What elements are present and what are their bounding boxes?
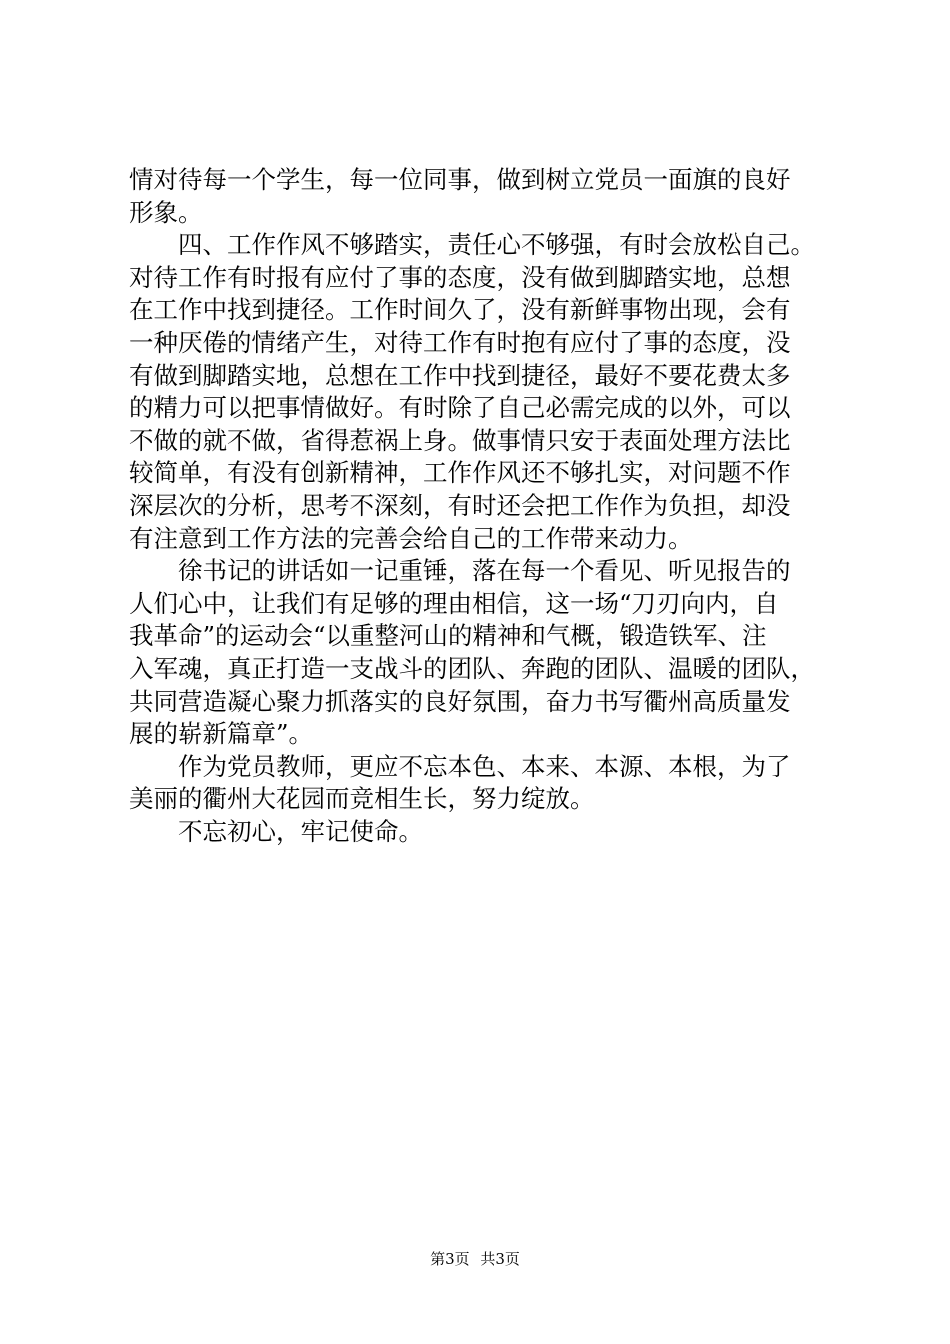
text-line: 深层次的分析，思考不深刻，有时还会把工作作为负担，却没: [129, 490, 791, 520]
text-line: 人们心中，让我们有足够的理由相信，这一场“刀刃向内，自: [129, 588, 779, 618]
text-line: 对待工作有时报有应付了事的态度，没有做到脚踏实地，总想: [129, 262, 791, 292]
page-total: 共3页: [480, 1250, 520, 1268]
text-line: 徐书记的讲话如一记重锤，落在每一个看见、听见报告的: [178, 556, 791, 586]
text-line: 作为党员教师，更应不忘本色、本来、本源、本根，为了: [178, 751, 791, 781]
text-line: 有注意到工作方法的完善会给自己的工作带来动力。: [129, 523, 693, 553]
text-line: 情对待每一个学生，每一位同事，做到树立党员一面旗的良好: [129, 165, 791, 194]
text-line: 的精力可以把事情做好。有时除了自己必需完成的以外，可以: [129, 393, 791, 423]
text-line: 展的崭新篇章”。: [129, 719, 314, 749]
page-footer: [0, 1249, 950, 1269]
text-line: 美丽的衢州大花园而竞相生长，努力绽放。: [129, 784, 595, 814]
text-line: 共同营造凝心聚力抓落实的良好氛围，奋力书写衢州高质量发: [129, 686, 791, 716]
text-line: 不做的就不做，省得惹祸上身。做事情只安于表面处理方法比: [129, 425, 791, 455]
text-line: 有做到脚踏实地，总想在工作中找到捷径，最好不要花费太多: [129, 360, 791, 390]
text-line: 不忘初心，牢记使命。: [178, 816, 423, 846]
document-body: [129, 164, 834, 848]
text-line: 一种厌倦的情绪产生，对待工作有时抱有应付了事的态度，没: [129, 327, 791, 357]
page-number: 第3页: [430, 1250, 470, 1268]
text-line: 我革命”的运动会“以重整河山的精神和气概，锻造铁军、注: [129, 621, 767, 651]
text-line: 在工作中找到捷径。工作时间久了，没有新鲜事物出现，会有: [129, 295, 791, 325]
text-line: 四、工作作风不够踏实，责任心不够强，有时会放松自己。: [178, 230, 815, 260]
text-line: 较简单，有没有创新精神，工作作风还不够扎实，对问题不作: [129, 458, 791, 488]
text-line: 形象。: [129, 197, 203, 227]
text-line: 入军魂，真正打造一支战斗的团队、奔跑的团队、温暖的团队，: [129, 653, 815, 683]
